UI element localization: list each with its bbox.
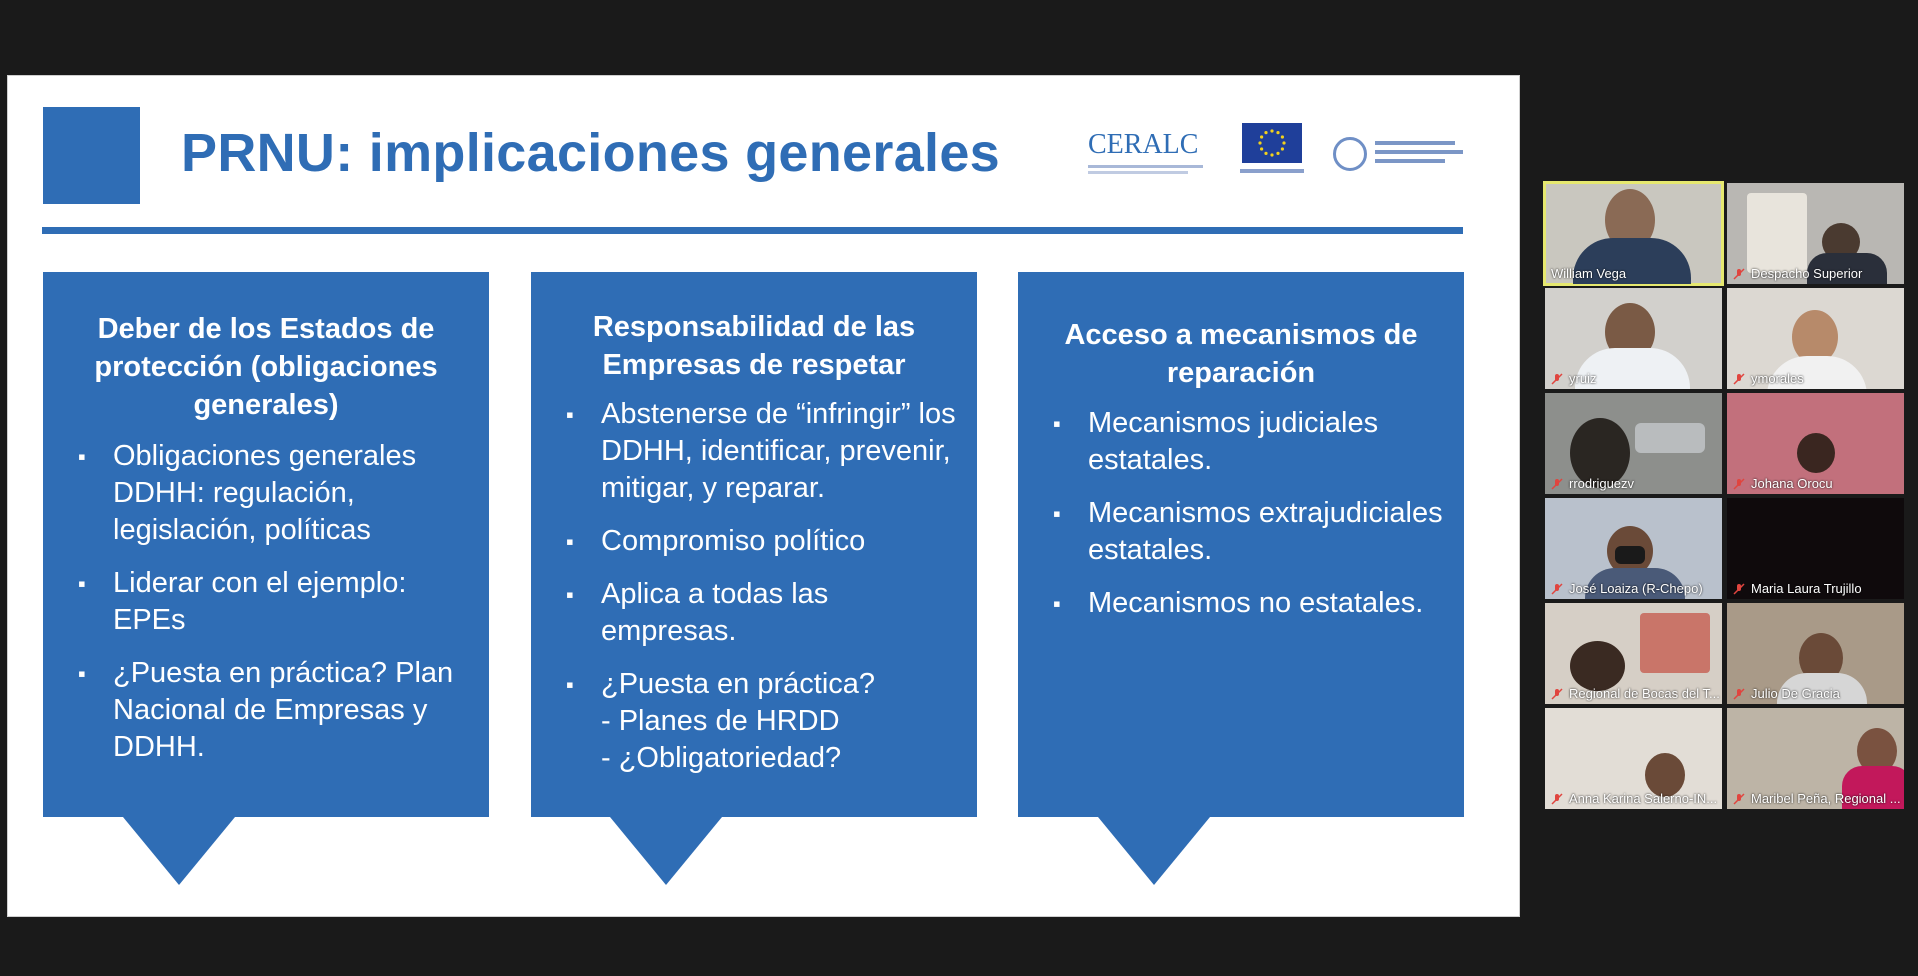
column-bullet-list [43,438,479,782]
column-bullet-list [531,396,967,793]
column-bullet-list [1018,405,1454,638]
pillar-column-state-duty [43,272,489,817]
participant-tile[interactable] [1545,708,1722,809]
participant-tile[interactable] [1727,183,1904,284]
column-arrow [1098,817,1210,885]
partner-logos [1088,123,1468,188]
title-underline [42,227,1463,234]
column-heading: Responsabilidad de las Empresas de respetar [592,311,916,381]
participant-tile[interactable] [1727,288,1904,389]
list-item: ▪ Abstenerse de “infringir” los DDHH, identificar, prevenir, mitigar, y reparar. [566,398,956,504]
list-item: ▪ Mecanismos judiciales estatales. [1053,407,1379,476]
list-item: ▪ ¿Puesta en práctica? - Planes de HRDD - ¿Obligatoriedad? [566,668,876,774]
participant-name: rrodriguezv [1569,476,1635,491]
eu-logo-caption [1240,169,1304,173]
participant-name: yruiz [1569,371,1597,386]
participant-tile[interactable] [1545,393,1722,494]
participant-tile[interactable] [1727,708,1904,809]
column-arrow [610,817,722,885]
ceralc-logo: CERALC [1088,129,1208,179]
list-item: ▪ ¿Puesta en práctica? Plan Nacional de Empresas y DDHH. [78,657,454,763]
participant-tile[interactable] [1545,183,1722,284]
pillar-column-corporate-responsibility [531,272,977,817]
title-square-decoration [43,107,140,204]
participant-tile[interactable] [1545,498,1722,599]
eu-flag-logo [1242,123,1302,163]
list-item: ▪ Compromiso político [566,525,866,557]
shared-slide [7,75,1520,917]
participant-name: Regional de Bocas del T... [1569,686,1720,701]
list-item: ▪ Liderar con el ejemplo: EPEs [78,567,407,636]
list-item: ▪ Mecanismos extrajudiciales estatales. [1053,497,1443,566]
participant-name: Despacho Superior [1751,266,1863,281]
participant-name: Julio De Gracia [1751,686,1840,701]
participant-tile[interactable] [1727,498,1904,599]
column-arrow [123,817,235,885]
participant-name: Johana Orocu [1751,476,1833,491]
participant-name: Maribel Peña, Regional ... [1751,791,1901,806]
participant-tile[interactable] [1545,603,1722,704]
participant-name: ymorales [1751,371,1804,386]
pillar-column-remedy-access [1018,272,1464,817]
participant-name: José Loaiza (R-Chepo) [1569,581,1703,596]
participant-tile[interactable] [1727,603,1904,704]
participant-tile[interactable] [1727,393,1904,494]
participant-name: Anna Karina Salerno-IN... [1569,791,1718,806]
column-heading: Deber de los Estados de protección (obligaciones generales) [94,313,438,421]
participant-name: William Vega [1551,266,1627,281]
list-item: ▪ Obligaciones generales DDHH: regulación, legislación, políticas [78,440,417,546]
list-item: ▪ Aplica a todas las empresas. [566,578,829,647]
participant-name: Maria Laura Trujillo [1751,581,1862,596]
slide-title: PRNU: implicaciones generales [181,123,1000,183]
list-item: ▪ Mecanismos no estatales. [1053,587,1424,619]
participant-tile[interactable] [1545,288,1722,389]
column-heading: Acceso a mecanismos de reparación [1064,319,1418,389]
un-human-rights-logo [1333,137,1463,177]
